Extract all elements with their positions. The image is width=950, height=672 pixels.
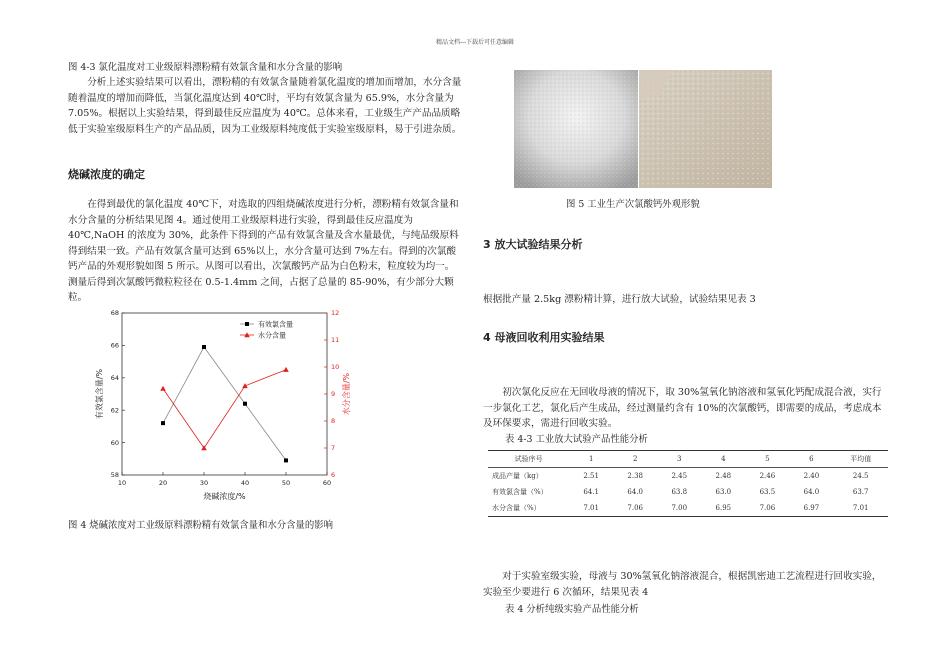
figure-5-caption: 图 5 工业生产次氯酸钙外观形貌 [566,199,700,210]
table-4-3-title: 表 4-3 工业放大试验产品性能分析 [505,434,648,445]
y-left-tick-label: 66 [110,341,119,350]
table-cell: 2.46 [759,472,776,480]
table-header-cell: 6 [789,451,833,468]
data-point-square [202,345,206,349]
product-photo-granules [639,70,772,188]
y-right-tick-label: 8 [331,417,336,426]
data-point-square [243,402,247,406]
x-tick-label: 10 [117,479,127,487]
table-cell: 63.8 [671,488,688,496]
y-left-tick-label: 58 [110,471,119,480]
table-cell: 7.06 [613,500,657,517]
lab-scale-paragraph: 对于实验室级实验，母液与 30%氢氧化钠溶液混合，根据凯密迪工艺流程进行回收实验，实验至少要进行 6 次循环，结果见表 4 [483,571,882,598]
data-point-square [284,458,288,462]
legend-label: 有效氯含量 [258,320,293,329]
data-point-triangle [160,386,166,391]
table-cell: 64.1 [583,488,599,496]
y-right-tick-label: 11 [331,336,340,345]
table-cell: 63.5 [759,488,776,496]
legend-label: 水分含量 [258,331,286,340]
table-row [488,468,888,485]
y-right-tick-label: 10 [331,363,340,372]
y-right-tick-label: 7 [331,444,336,453]
table-cell: 2.51 [583,472,599,480]
figure-4-chart [92,305,372,505]
y-axis-right-label: 水分含量/% [342,372,351,416]
data-point-triangle [283,367,289,372]
section-4-paragraph: 初次氯化反应在无回收母液的情况下，取 30%氢氧化钠溶液和氢氧化钙配成混合液，实行一步氯化工艺，氯化后产生成品，经过测量约含有 10%的次氯酸钙，即需要的成品，考虑成本及环保要求，需进行回收实验。 [483,387,882,429]
paragraph-analysis: 分析上述实验结果可以看出，漂粉精的有效氯含量随着氯化温度的增加而增加，水分含量随着温度的增加而降低，当氯化温度达到 40℃时，平均有效氯含量为 65.9%，水分含量为 7.05%。根据以上实验结果，得到最佳反应温度为 40℃。总体来看，工业级生产产品品质略低于实验室级原料生产的产品品质，因为工业级原料纯度低于实验室级原料，易于引进杂质。 [68,77,462,135]
figure-4-caption: 图 4 烧碱浓度对工业级原料漂粉精有效氯含量和水分含量的影响 [68,520,334,531]
performance-table [488,450,888,517]
table-4-title: 表 4 分析纯级实验产品性能分析 [505,604,639,615]
y-left-tick-label: 62 [110,406,119,415]
x-tick-label: 60 [322,479,332,487]
table-header-cell: 1 [569,451,613,468]
table-row [488,500,888,517]
y-right-tick-label: 12 [331,309,340,318]
series-line [163,370,286,448]
table-cell: 63.0 [715,488,732,496]
series-line [163,347,286,460]
y-left-tick-label: 68 [110,309,119,318]
section-title-caustic-concentration: 烧碱浓度的确定 [68,168,145,181]
figure-4-3-caption: 图 4-3 氯化温度对工业级原料漂粉精有效氯含量和水分含量的影响 [68,62,343,73]
table-header-cell: 平均值 [833,451,888,468]
x-tick-label: 30 [199,479,209,487]
y-right-tick-label: 9 [331,390,336,399]
table-cell: 7.01 [833,500,888,517]
table-cell: 64.0 [627,488,644,496]
legend-marker [245,322,249,326]
x-tick-label: 20 [158,479,168,487]
table-header-cell: 2 [613,451,657,468]
table-cell: 24.5 [852,472,869,480]
data-point-triangle [201,445,207,450]
y-right-tick-label: 6 [331,471,336,480]
table-cell: 水分含量（%） [488,500,569,517]
table-header-cell: 3 [657,451,701,468]
y-axis-left-label: 有效氯含量/% [95,368,104,420]
paragraph-caustic-results: 在得到最优的氯化温度 40℃下，对选取的四组烧碱浓度进行分析，漂粉精有效氯含量和水分含量的分析结果见图 4。通过使用工业级原料进行实验，得到最佳反应温度为 40℃,NaOH 的浓度为 30%，此条件下得到的产品有效氯含量及含水量最优，与纯品级原料得到结果一致。产品有效氯含量可达到 65%以上，水分含量可达到 7%左右。得到的次氯酸钙产品的外观形貌如图 5 所示。从图可以看出，次氯酸钙产品为白色粉末，粒度较为均一。测量后得到次氯酸钙微粒粒径在 0.5-1.4mm 之间，占据了总量的 85-90%，有少部分大颗粒。 [68,199,459,303]
table-cell: 64.0 [803,488,820,496]
data-point-square [161,421,165,425]
product-photo-white-powder [514,70,638,188]
table-header-row [488,451,888,468]
table-cell: 6.95 [701,500,745,517]
table-cell: 7.00 [657,500,701,517]
table-cell: 2.45 [671,472,688,480]
table-cell: 6.97 [789,500,833,517]
table-cell: 有效氯含量（%） [492,488,548,496]
x-axis-label: 烧碱浓度/% [203,492,246,501]
section-3-title: 3 放大试验结果分析 [483,238,583,251]
x-tick-label: 50 [281,479,291,487]
table-cell: 7.01 [569,500,613,517]
table-header-cell: 试验序号 [488,451,569,468]
data-point-triangle [242,383,248,388]
table-row [488,484,888,500]
table-cell: 63.7 [852,488,869,496]
section-4-title: 4 母液回收利用实验结果 [483,331,605,344]
table-cell: 2.38 [627,472,644,480]
table-cell: 2.48 [715,472,732,480]
plot-frame [122,313,327,475]
table-header-cell: 4 [701,451,745,468]
page-header: 精品文档---下载后可任意编辑 [435,39,515,46]
table-cell: 成品产量（kg） [492,472,543,480]
table-header-cell: 5 [745,451,789,468]
y-left-tick-label: 60 [110,438,119,447]
table-cell: 7.06 [745,500,789,517]
y-left-tick-label: 64 [110,374,119,382]
table-cell: 2.40 [803,472,820,480]
x-tick-label: 40 [240,479,250,487]
section-3-paragraph: 根据批产量 2.5kg 漂粉精计算，进行放大试验，试验结果见表 3 [483,294,756,305]
